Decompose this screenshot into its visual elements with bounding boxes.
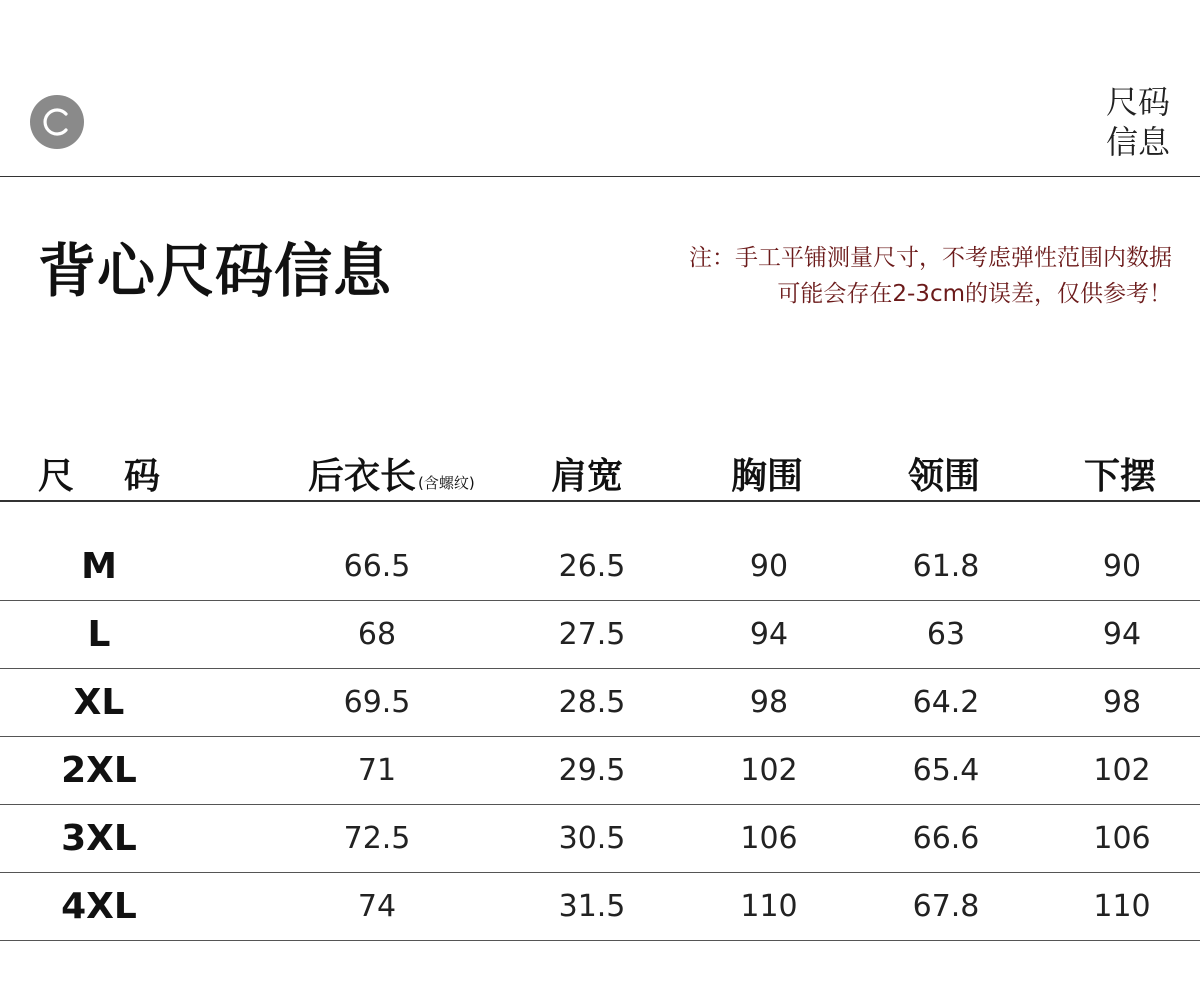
- page-title: 背心尺码信息: [38, 237, 393, 305]
- top-divider: [0, 176, 1200, 177]
- size-cell: M: [81, 546, 117, 587]
- row-divider: [0, 940, 1200, 941]
- collar-cell: 64.2: [912, 685, 980, 720]
- header-shoulder: 肩宽: [551, 456, 624, 497]
- measurement-note: [572, 240, 1172, 312]
- c-circle-icon: [30, 95, 84, 149]
- note-line-2: 可能会存在2-3cm的误差，仅供参考！: [777, 281, 1172, 307]
- table-row: [0, 533, 1200, 601]
- length-cell: 71: [357, 753, 397, 788]
- hem-cell: 110: [1093, 889, 1151, 924]
- size-cell: L: [87, 614, 111, 655]
- header-hem: 下摆: [1084, 456, 1157, 497]
- collar-cell: 65.4: [912, 753, 980, 788]
- size-cell: XL: [73, 682, 125, 723]
- shoulder-cell: 27.5: [558, 617, 626, 652]
- corner-title-line2: 信息: [1105, 123, 1170, 161]
- header-chest: 胸围: [731, 456, 804, 497]
- size-cell: 4XL: [61, 886, 137, 927]
- size-cell: 3XL: [61, 818, 137, 859]
- shoulder-cell: 29.5: [558, 753, 626, 788]
- table-row: [0, 805, 1200, 873]
- hem-cell: 90: [1102, 549, 1142, 584]
- length-cell: 66.5: [343, 549, 411, 584]
- chest-cell: 90: [749, 549, 789, 584]
- chest-cell: 102: [740, 753, 798, 788]
- hem-cell: 106: [1093, 821, 1151, 856]
- shoulder-cell: 31.5: [558, 889, 626, 924]
- chest-cell: 106: [740, 821, 798, 856]
- chest-cell: 94: [749, 617, 789, 652]
- length-cell: 69.5: [343, 685, 411, 720]
- size-cell: 2XL: [61, 750, 137, 791]
- corner-title-line1: 尺码: [1105, 83, 1170, 121]
- collar-cell: 67.8: [912, 889, 980, 924]
- collar-cell: 63: [926, 617, 966, 652]
- header-size-b: 码: [124, 456, 161, 497]
- table-row: [0, 669, 1200, 737]
- header-length-note: (含螺纹): [418, 474, 475, 492]
- header-collar: 领围: [908, 456, 981, 497]
- header-length: [308, 452, 475, 502]
- table-row: [0, 873, 1200, 941]
- chest-cell: 110: [740, 889, 798, 924]
- shoulder-cell: 28.5: [558, 685, 626, 720]
- shoulder-cell: 26.5: [558, 549, 626, 584]
- note-line-1: 注：手工平铺测量尺寸，不考虑弹性范围内数据: [689, 245, 1172, 271]
- hem-cell: 98: [1102, 685, 1142, 720]
- table-row: [0, 601, 1200, 669]
- header-size: [38, 452, 160, 502]
- header-size-a: 尺: [38, 456, 75, 497]
- table-row: [0, 737, 1200, 805]
- hem-cell: 94: [1102, 617, 1142, 652]
- collar-cell: 66.6: [912, 821, 980, 856]
- shoulder-cell: 30.5: [558, 821, 626, 856]
- collar-cell: 61.8: [912, 549, 980, 584]
- length-cell: 74: [357, 889, 397, 924]
- header-divider: [0, 500, 1200, 502]
- chest-cell: 98: [749, 685, 789, 720]
- length-cell: 68: [357, 617, 397, 652]
- hem-cell: 102: [1093, 753, 1151, 788]
- length-cell: 72.5: [343, 821, 411, 856]
- corner-title: [1090, 82, 1170, 162]
- header-length-label: 后衣长: [308, 456, 417, 497]
